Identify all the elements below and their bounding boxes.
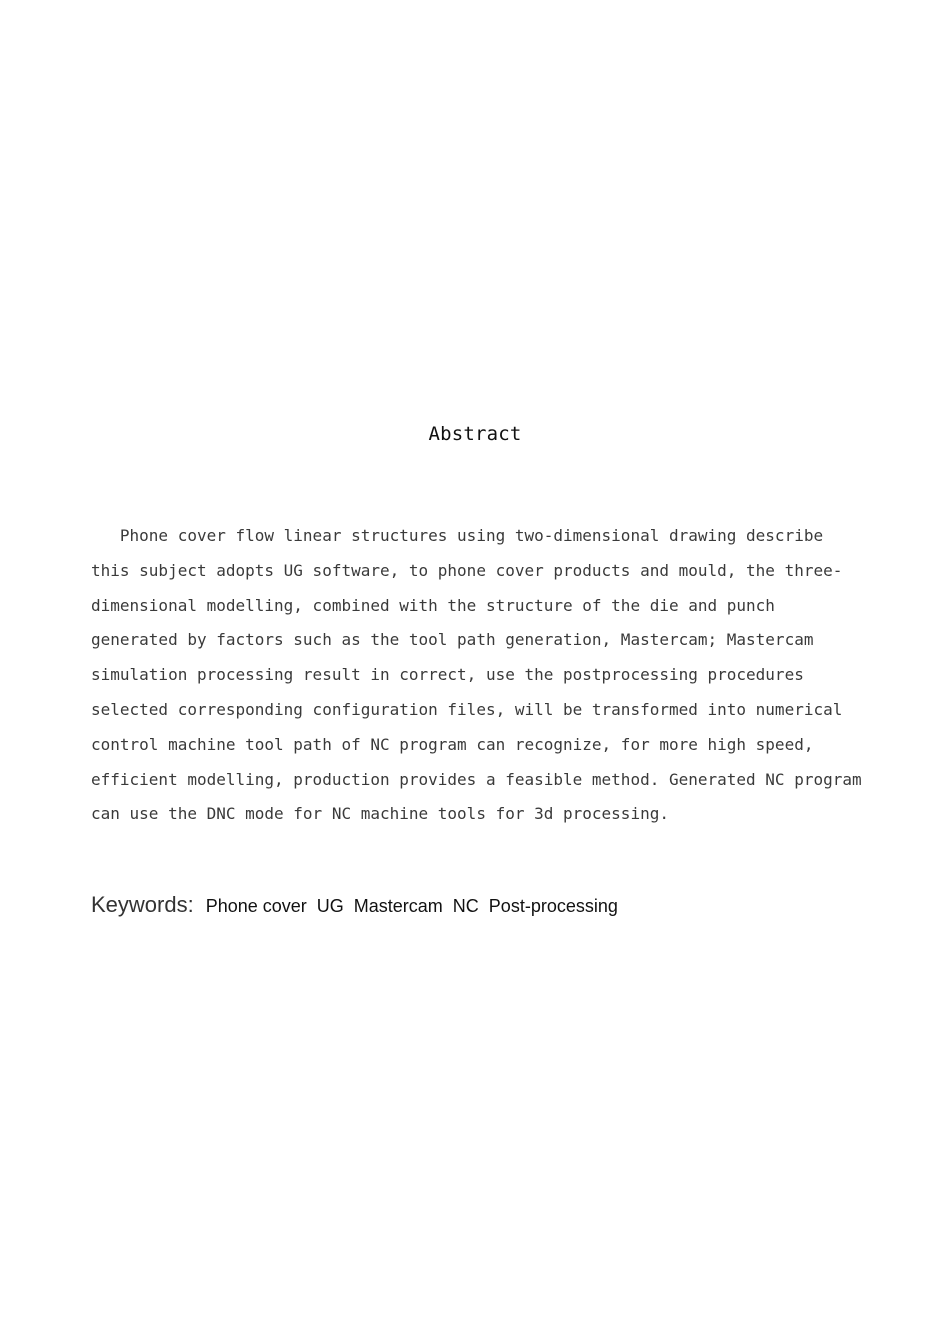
keywords-value: Phone cover UG Mastercam NC Post-processing	[205, 896, 618, 916]
abstract-line: dimensional modelling, combined with the structure of the die and punch	[91, 595, 775, 615]
abstract-title: Abstract	[428, 423, 522, 445]
abstract-line: generated by factors such as the tool path generation, Mastercam; Mastercam	[91, 630, 814, 650]
abstract-line: selected corresponding configuration files, will be transformed into numerical	[91, 699, 843, 719]
abstract-body	[91, 519, 881, 832]
abstract-line: this subject adopts UG software, to phone cover products and mould, the three-	[91, 560, 843, 580]
abstract-line: efficient modelling, production provides a feasible method. Generated NC program	[91, 769, 862, 789]
abstract-line: simulation processing result in correct, use the postprocessing procedures	[91, 665, 804, 685]
keywords-row	[91, 892, 618, 918]
abstract-line: can use the DNC mode for NC machine tools for 3d processing.	[91, 804, 669, 824]
keywords-label: Keywords:	[91, 892, 194, 917]
abstract-line: control machine tool path of NC program can recognize, for more high speed,	[91, 734, 814, 754]
abstract-line: Phone cover flow linear structures using two-dimensional drawing describe	[91, 526, 824, 545]
